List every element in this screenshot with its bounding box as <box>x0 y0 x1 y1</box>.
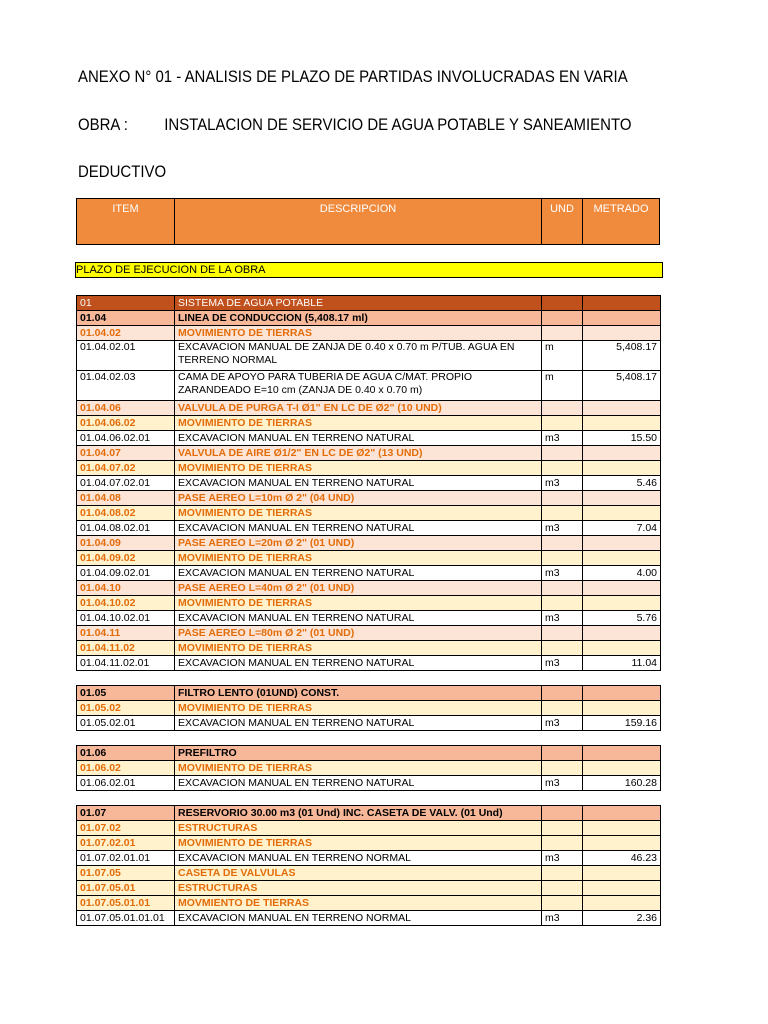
row-metrado <box>583 761 661 776</box>
row-metrado: 5,408.17 <box>583 371 661 401</box>
partidas-table <box>76 295 661 926</box>
row-unit: m3 <box>542 611 583 626</box>
table-row <box>77 806 661 821</box>
row-unit <box>542 791 583 806</box>
row-description: CASETA DE VALVULAS <box>175 866 542 881</box>
table-row <box>77 716 661 731</box>
row-metrado: 5,408.17 <box>583 341 661 371</box>
row-description: EXCAVACION MANUAL EN TERRENO NATURAL <box>175 476 542 491</box>
row-item: 01.04.10.02.01 <box>77 611 175 626</box>
row-metrado: 2.36 <box>583 911 661 926</box>
row-unit: m3 <box>542 656 583 671</box>
table-row <box>77 881 661 896</box>
row-description: EXCAVACION MANUAL EN TERRENO NATURAL <box>175 431 542 446</box>
document-title: ANEXO N° 01 - ANALISIS DE PLAZO DE PARTIDAS INVOLUCRADAS EN VARIA <box>78 67 628 86</box>
row-item: 01.05 <box>77 686 175 701</box>
section-title: DEDUCTIVO <box>78 162 167 181</box>
row-description: EXCAVACION MANUAL DE ZANJA DE 0.40 x 0.70 m P/TUB. AGUA EN TERRENO NORMAL <box>175 341 542 371</box>
row-item: 01.07.02.01 <box>77 836 175 851</box>
obra-line <box>78 115 631 135</box>
table-row <box>77 371 661 401</box>
row-item: 01.04.02 <box>77 326 175 341</box>
table-row <box>77 551 661 566</box>
row-item: 01.07.02 <box>77 821 175 836</box>
row-metrado: 5.76 <box>583 611 661 626</box>
row-item: 01.04.07 <box>77 446 175 461</box>
row-metrado: 11.04 <box>583 656 661 671</box>
row-unit <box>542 491 583 506</box>
table-row <box>77 851 661 866</box>
table-row <box>77 746 661 761</box>
row-unit <box>542 806 583 821</box>
row-description: EXCAVACION MANUAL EN TERRENO NATURAL <box>175 656 542 671</box>
row-unit <box>542 641 583 656</box>
row-description: ESTRUCTURAS <box>175 881 542 896</box>
row-unit <box>542 551 583 566</box>
table-row <box>77 791 661 806</box>
row-metrado <box>583 686 661 701</box>
table-row <box>77 341 661 371</box>
row-description <box>175 671 542 686</box>
row-description: PASE AEREO L=10m Ø 2" (04 UND) <box>175 491 542 506</box>
row-metrado <box>583 596 661 611</box>
row-unit <box>542 746 583 761</box>
row-metrado <box>583 821 661 836</box>
table-row <box>77 911 661 926</box>
row-metrado <box>583 626 661 641</box>
row-description: FILTRO LENTO (01UND) CONST. <box>175 686 542 701</box>
row-unit: m3 <box>542 476 583 491</box>
row-metrado <box>583 806 661 821</box>
row-unit <box>542 581 583 596</box>
table-row <box>77 446 661 461</box>
row-unit <box>542 311 583 326</box>
header-metrado: METRADO <box>583 199 660 245</box>
table-row <box>77 476 661 491</box>
row-metrado: 15.50 <box>583 431 661 446</box>
row-unit <box>542 596 583 611</box>
table-row <box>77 836 661 851</box>
row-item: 01.04.10.02 <box>77 596 175 611</box>
table-row <box>77 671 661 686</box>
row-unit <box>542 836 583 851</box>
row-metrado <box>583 536 661 551</box>
row-item: 01.04.11.02.01 <box>77 656 175 671</box>
table-row <box>77 416 661 431</box>
row-description <box>175 731 542 746</box>
table-row <box>77 491 661 506</box>
row-unit: m3 <box>542 911 583 926</box>
row-description: LINEA DE CONDUCCION (5,408.17 ml) <box>175 311 542 326</box>
row-item: 01.04.06 <box>77 401 175 416</box>
row-description: SISTEMA DE AGUA POTABLE <box>175 296 542 311</box>
row-unit <box>542 686 583 701</box>
table-row <box>77 461 661 476</box>
row-unit: m <box>542 341 583 371</box>
row-description: EXCAVACION MANUAL EN TERRENO NORMAL <box>175 851 542 866</box>
row-item: 01.04.11.02 <box>77 641 175 656</box>
table-row <box>77 626 661 641</box>
row-description: MOVIMIENTO DE TIERRAS <box>175 326 542 341</box>
row-item: 01.04 <box>77 311 175 326</box>
table-row <box>77 896 661 911</box>
table-row <box>77 536 661 551</box>
row-description: PREFILTRO <box>175 746 542 761</box>
row-unit <box>542 701 583 716</box>
table-row <box>77 686 661 701</box>
row-description: EXCAVACION MANUAL EN TERRENO NATURAL <box>175 716 542 731</box>
row-item: 01.04.08 <box>77 491 175 506</box>
row-item: 01.04.08.02 <box>77 506 175 521</box>
header-und: UND <box>542 199 583 245</box>
row-unit <box>542 401 583 416</box>
row-metrado <box>583 326 661 341</box>
row-item: 01.04.06.02 <box>77 416 175 431</box>
row-item: 01.04.02.01 <box>77 341 175 371</box>
row-metrado: 160.28 <box>583 776 661 791</box>
row-item: 01.04.06.02.01 <box>77 431 175 446</box>
table-row <box>77 581 661 596</box>
table-row <box>77 641 661 656</box>
table-row <box>77 431 661 446</box>
row-item: 01.04.09 <box>77 536 175 551</box>
row-description: EXCAVACION MANUAL EN TERRENO NORMAL <box>175 911 542 926</box>
row-item: 01.07.05.01.01 <box>77 896 175 911</box>
row-metrado <box>583 866 661 881</box>
row-item: 01.05.02.01 <box>77 716 175 731</box>
row-description: MOVIMIENTO DE TIERRAS <box>175 641 542 656</box>
row-item: 01 <box>77 296 175 311</box>
table-row <box>77 611 661 626</box>
row-unit <box>542 821 583 836</box>
row-metrado <box>583 311 661 326</box>
row-item: 01.04.08.02.01 <box>77 521 175 536</box>
row-unit: m3 <box>542 851 583 866</box>
row-item: 01.04.09.02.01 <box>77 566 175 581</box>
row-metrado <box>583 791 661 806</box>
row-description: MOVIMIENTO DE TIERRAS <box>175 506 542 521</box>
row-metrado <box>583 746 661 761</box>
row-item <box>77 671 175 686</box>
row-unit: m <box>542 371 583 401</box>
row-item: 01.06.02.01 <box>77 776 175 791</box>
row-unit: m3 <box>542 716 583 731</box>
table-row <box>77 776 661 791</box>
row-item: 01.07.02.01.01 <box>77 851 175 866</box>
row-description: MOVIMIENTO DE TIERRAS <box>175 596 542 611</box>
row-description: PASE AEREO L=40m Ø 2" (01 UND) <box>175 581 542 596</box>
plazo-banner: PLAZO DE EJECUCION DE LA OBRA <box>75 262 663 278</box>
row-unit: m3 <box>542 431 583 446</box>
row-description: VALVULA DE AIRE Ø1/2" EN LC DE Ø2" (13 UND) <box>175 446 542 461</box>
row-item: 01.04.10 <box>77 581 175 596</box>
row-metrado: 4.00 <box>583 566 661 581</box>
row-unit <box>542 536 583 551</box>
table-row <box>77 596 661 611</box>
row-unit <box>542 626 583 641</box>
header-item: ITEM <box>77 199 175 245</box>
table-row <box>77 521 661 536</box>
table-row <box>77 401 661 416</box>
header-descripcion: DESCRIPCION <box>175 199 542 245</box>
row-item <box>77 791 175 806</box>
row-metrado <box>583 491 661 506</box>
row-unit <box>542 761 583 776</box>
row-unit <box>542 416 583 431</box>
row-unit: m3 <box>542 566 583 581</box>
row-metrado <box>583 836 661 851</box>
row-item: 01.06.02 <box>77 761 175 776</box>
row-description: EXCAVACION MANUAL EN TERRENO NATURAL <box>175 611 542 626</box>
row-item: 01.05.02 <box>77 701 175 716</box>
row-description: EXCAVACION MANUAL EN TERRENO NATURAL <box>175 776 542 791</box>
row-metrado <box>583 296 661 311</box>
row-item: 01.07 <box>77 806 175 821</box>
row-metrado <box>583 896 661 911</box>
row-unit <box>542 866 583 881</box>
row-metrado <box>583 401 661 416</box>
row-unit <box>542 326 583 341</box>
row-metrado <box>583 551 661 566</box>
row-unit <box>542 671 583 686</box>
row-metrado <box>583 446 661 461</box>
row-metrado <box>583 641 661 656</box>
row-description: CAMA DE APOYO PARA TUBERIA DE AGUA C/MAT. PROPIO ZARANDEADO E=10 cm (ZANJA DE 0.40 x 0.70 m) <box>175 371 542 401</box>
table-row <box>77 866 661 881</box>
row-metrado: 159.16 <box>583 716 661 731</box>
row-item: 01.07.05.01 <box>77 881 175 896</box>
row-description: VALVULA DE PURGA T-I Ø1" EN LC DE Ø2" (10 UND) <box>175 401 542 416</box>
row-item: 01.04.07.02.01 <box>77 476 175 491</box>
row-metrado <box>583 701 661 716</box>
table-row <box>77 566 661 581</box>
row-metrado <box>583 416 661 431</box>
row-description: PASE AEREO L=80m Ø 2" (01 UND) <box>175 626 542 641</box>
row-metrado <box>583 671 661 686</box>
row-metrado <box>583 581 661 596</box>
row-description: MOVIMIENTO DE TIERRAS <box>175 836 542 851</box>
row-metrado <box>583 731 661 746</box>
row-unit <box>542 731 583 746</box>
row-description: RESERVORIO 30.00 m3 (01 Und) INC. CASETA DE VALV. (01 Und) <box>175 806 542 821</box>
table-row <box>77 326 661 341</box>
table-row <box>77 656 661 671</box>
row-description <box>175 791 542 806</box>
row-item: 01.07.05 <box>77 866 175 881</box>
row-description: EXCAVACION MANUAL EN TERRENO NATURAL <box>175 521 542 536</box>
row-metrado: 7.04 <box>583 521 661 536</box>
row-description: EXCAVACION MANUAL EN TERRENO NATURAL <box>175 566 542 581</box>
row-unit <box>542 896 583 911</box>
row-unit <box>542 296 583 311</box>
row-item: 01.04.09.02 <box>77 551 175 566</box>
table-row <box>77 821 661 836</box>
row-metrado <box>583 461 661 476</box>
row-description: MOVIMIENTO DE TIERRAS <box>175 461 542 476</box>
row-unit <box>542 446 583 461</box>
row-description: PASE AEREO L=20m Ø 2" (01 UND) <box>175 536 542 551</box>
row-description: MOVMIENTO DE TIERRAS <box>175 896 542 911</box>
table-row <box>77 761 661 776</box>
row-metrado <box>583 506 661 521</box>
row-unit <box>542 461 583 476</box>
table-row <box>77 296 661 311</box>
table-row <box>77 731 661 746</box>
column-header <box>76 198 660 245</box>
obra-label: OBRA : <box>78 115 128 134</box>
row-item: 01.04.11 <box>77 626 175 641</box>
row-unit: m3 <box>542 521 583 536</box>
row-unit <box>542 881 583 896</box>
row-item: 01.06 <box>77 746 175 761</box>
table-row <box>77 701 661 716</box>
table-row <box>77 506 661 521</box>
row-unit <box>542 506 583 521</box>
table-row <box>77 311 661 326</box>
row-description: MOVIMIENTO DE TIERRAS <box>175 416 542 431</box>
row-unit: m3 <box>542 776 583 791</box>
row-description: MOVIMIENTO DE TIERRAS <box>175 551 542 566</box>
row-item: 01.04.02.03 <box>77 371 175 401</box>
row-description: ESTRUCTURAS <box>175 821 542 836</box>
row-item <box>77 731 175 746</box>
row-item: 01.04.07.02 <box>77 461 175 476</box>
obra-value: INSTALACION DE SERVICIO DE AGUA POTABLE Y SANEAMIENTO <box>164 115 632 134</box>
row-metrado: 5.46 <box>583 476 661 491</box>
row-item: 01.07.05.01.01.01 <box>77 911 175 926</box>
row-description: MOVIMIENTO DE TIERRAS <box>175 701 542 716</box>
row-metrado: 46.23 <box>583 851 661 866</box>
row-metrado <box>583 881 661 896</box>
row-description: MOVIMIENTO DE TIERRAS <box>175 761 542 776</box>
